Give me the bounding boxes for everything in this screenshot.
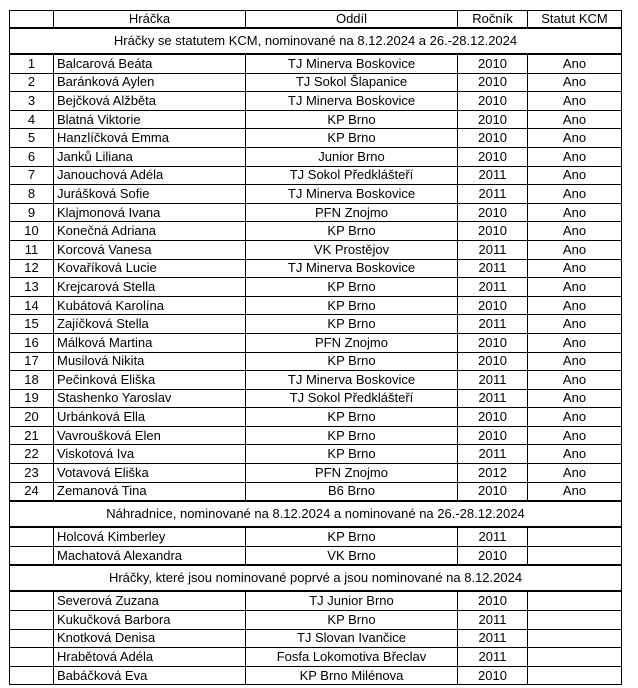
player-name: Stashenko Yaroslav <box>54 389 246 408</box>
birth-year: 2010 <box>458 73 528 92</box>
player-name: Kubátová Karolína <box>54 296 246 315</box>
header-status: Statut KCM <box>528 11 622 29</box>
table-row <box>10 73 622 92</box>
header-club: Oddíl <box>246 11 458 29</box>
row-number <box>10 527 54 546</box>
table-row <box>10 278 622 297</box>
player-name: Blatná Viktorie <box>54 110 246 129</box>
table-row <box>10 482 622 501</box>
birth-year: 2010 <box>458 666 528 685</box>
birth-year: 2010 <box>458 333 528 352</box>
table-row <box>10 648 622 667</box>
kcm-status: Ano <box>528 54 622 73</box>
birth-year: 2010 <box>458 203 528 222</box>
player-name: Knotková Denisa <box>54 629 246 648</box>
birth-year: 2011 <box>458 445 528 464</box>
row-number: 2 <box>10 73 54 92</box>
player-name: Babáčková Eva <box>54 666 246 685</box>
player-name: Korcová Vanesa <box>54 240 246 259</box>
kcm-status: Ano <box>528 110 622 129</box>
player-name: Holcová Kimberley <box>54 527 246 546</box>
club-name: TJ Slovan Ivančice <box>246 629 458 648</box>
table-row <box>10 546 622 565</box>
row-number: 1 <box>10 54 54 73</box>
table-row <box>10 166 622 185</box>
player-name: Vavroušková Elen <box>54 426 246 445</box>
club-name: PFN Znojmo <box>246 203 458 222</box>
kcm-status: Ano <box>528 185 622 204</box>
birth-year: 2010 <box>458 408 528 427</box>
birth-year: 2010 <box>458 92 528 111</box>
player-name: Klajmonová Ivana <box>54 203 246 222</box>
player-name: Jurášková Sofie <box>54 185 246 204</box>
birth-year: 2011 <box>458 166 528 185</box>
table-row <box>10 629 622 648</box>
kcm-status: Ano <box>528 426 622 445</box>
player-name: Urbánková Ella <box>54 408 246 427</box>
birth-year: 2011 <box>458 611 528 630</box>
table-row <box>10 92 622 111</box>
table-body <box>10 11 622 685</box>
row-number: 16 <box>10 333 54 352</box>
player-name: Konečná Adriana <box>54 222 246 241</box>
kcm-status: Ano <box>528 222 622 241</box>
player-name: Janouchová Adéla <box>54 166 246 185</box>
row-number: 6 <box>10 147 54 166</box>
player-name: Hanzlíčková Emma <box>54 129 246 148</box>
club-name: VK Prostějov <box>246 240 458 259</box>
player-name: Krejcarová Stella <box>54 278 246 297</box>
table-row <box>10 222 622 241</box>
row-number: 9 <box>10 203 54 222</box>
player-name: Viskotová Iva <box>54 445 246 464</box>
player-name: Kovaříková Lucie <box>54 259 246 278</box>
birth-year: 2010 <box>458 591 528 610</box>
kcm-status: Ano <box>528 464 622 483</box>
birth-year: 2011 <box>458 629 528 648</box>
club-name: TJ Sokol Předklášteří <box>246 389 458 408</box>
row-number: 21 <box>10 426 54 445</box>
row-number: 12 <box>10 259 54 278</box>
row-number: 13 <box>10 278 54 297</box>
club-name: KP Brno <box>246 110 458 129</box>
section-title: Náhradnice, nominované na 8.12.2024 a nominované na 26.-28.12.2024 <box>10 501 622 527</box>
table-row <box>10 426 622 445</box>
row-number: 4 <box>10 110 54 129</box>
kcm-status: Ano <box>528 129 622 148</box>
birth-year: 2011 <box>458 315 528 334</box>
club-name: KP Brno <box>246 129 458 148</box>
club-name: TJ Sokol Předklášteří <box>246 166 458 185</box>
kcm-status: Ano <box>528 166 622 185</box>
row-number <box>10 648 54 667</box>
club-name: KP Brno <box>246 445 458 464</box>
section-title: Hráčky se statutem KCM, nominované na 8.12.2024 a 26.-28.12.2024 <box>10 28 622 54</box>
row-number <box>10 629 54 648</box>
club-name: TJ Sokol Šlapanice <box>246 73 458 92</box>
row-number: 15 <box>10 315 54 334</box>
row-number: 7 <box>10 166 54 185</box>
birth-year: 2010 <box>458 482 528 501</box>
section-title: Hráčky, které jsou nominované poprvé a jsou nominované na 8.12.2024 <box>10 565 622 591</box>
kcm-status: Ano <box>528 371 622 390</box>
table-row <box>10 185 622 204</box>
nomination-table <box>9 10 622 685</box>
header-year: Ročník <box>458 11 528 29</box>
row-number: 8 <box>10 185 54 204</box>
player-name: Málková Martina <box>54 333 246 352</box>
club-name: PFN Znojmo <box>246 333 458 352</box>
club-name: PFN Znojmo <box>246 464 458 483</box>
birth-year: 2011 <box>458 527 528 546</box>
birth-year: 2010 <box>458 296 528 315</box>
birth-year: 2010 <box>458 110 528 129</box>
kcm-status <box>528 611 622 630</box>
birth-year: 2010 <box>458 222 528 241</box>
kcm-status: Ano <box>528 240 622 259</box>
birth-year: 2012 <box>458 464 528 483</box>
birth-year: 2011 <box>458 371 528 390</box>
table-row <box>10 611 622 630</box>
table-row <box>10 352 622 371</box>
player-name: Kukučková Barbora <box>54 611 246 630</box>
kcm-status: Ano <box>528 259 622 278</box>
row-number: 14 <box>10 296 54 315</box>
kcm-status: Ano <box>528 92 622 111</box>
kcm-status <box>528 591 622 610</box>
player-name: Baránková Aylen <box>54 73 246 92</box>
player-name: Machatová Alexandra <box>54 546 246 565</box>
row-number <box>10 611 54 630</box>
kcm-status <box>528 527 622 546</box>
birth-year: 2011 <box>458 259 528 278</box>
club-name: VK Brno <box>246 546 458 565</box>
row-number: 17 <box>10 352 54 371</box>
kcm-status: Ano <box>528 408 622 427</box>
row-number: 22 <box>10 445 54 464</box>
kcm-status: Ano <box>528 147 622 166</box>
club-name: Fosfa Lokomotiva Břeclav <box>246 648 458 667</box>
player-name: Musilová Nikita <box>54 352 246 371</box>
table-row <box>10 147 622 166</box>
section-header <box>10 28 622 54</box>
birth-year: 2010 <box>458 129 528 148</box>
row-number: 19 <box>10 389 54 408</box>
birth-year: 2010 <box>458 147 528 166</box>
kcm-status: Ano <box>528 389 622 408</box>
table-row <box>10 54 622 73</box>
kcm-status: Ano <box>528 482 622 501</box>
table-row <box>10 408 622 427</box>
club-name: KP Brno <box>246 611 458 630</box>
kcm-status <box>528 648 622 667</box>
table-row <box>10 315 622 334</box>
table-row <box>10 464 622 483</box>
kcm-status: Ano <box>528 445 622 464</box>
club-name: KP Brno <box>246 222 458 241</box>
player-name: Balcarová Beáta <box>54 54 246 73</box>
kcm-status: Ano <box>528 352 622 371</box>
birth-year: 2010 <box>458 546 528 565</box>
kcm-status: Ano <box>528 315 622 334</box>
club-name: TJ Minerva Boskovice <box>246 54 458 73</box>
birth-year: 2010 <box>458 352 528 371</box>
kcm-status: Ano <box>528 278 622 297</box>
club-name: TJ Minerva Boskovice <box>246 371 458 390</box>
club-name: KP Brno <box>246 278 458 297</box>
section-header <box>10 565 622 591</box>
club-name: TJ Minerva Boskovice <box>246 185 458 204</box>
kcm-status: Ano <box>528 333 622 352</box>
table-row <box>10 389 622 408</box>
table-row <box>10 129 622 148</box>
club-name: KP Brno <box>246 296 458 315</box>
row-number: 20 <box>10 408 54 427</box>
club-name: TJ Minerva Boskovice <box>246 92 458 111</box>
table-row <box>10 110 622 129</box>
club-name: KP Brno <box>246 426 458 445</box>
table-row <box>10 527 622 546</box>
table-row <box>10 591 622 610</box>
table-row <box>10 259 622 278</box>
birth-year: 2010 <box>458 426 528 445</box>
row-number: 3 <box>10 92 54 111</box>
birth-year: 2011 <box>458 185 528 204</box>
row-number <box>10 666 54 685</box>
row-number: 23 <box>10 464 54 483</box>
table-row <box>10 445 622 464</box>
player-name: Votavová Eliška <box>54 464 246 483</box>
header-row <box>10 11 622 29</box>
birth-year: 2011 <box>458 648 528 667</box>
club-name: TJ Minerva Boskovice <box>246 259 458 278</box>
club-name: Junior Brno <box>246 147 458 166</box>
kcm-status: Ano <box>528 203 622 222</box>
table-row <box>10 333 622 352</box>
birth-year: 2010 <box>458 54 528 73</box>
table-row <box>10 203 622 222</box>
kcm-status <box>528 666 622 685</box>
club-name: KP Brno <box>246 408 458 427</box>
birth-year: 2011 <box>458 389 528 408</box>
table-row <box>10 296 622 315</box>
club-name: B6 Brno <box>246 482 458 501</box>
kcm-status: Ano <box>528 73 622 92</box>
player-name: Pečinková Eliška <box>54 371 246 390</box>
section-header <box>10 501 622 527</box>
kcm-status <box>528 546 622 565</box>
player-name: Zemanová Tina <box>54 482 246 501</box>
player-name: Bejčková Alžběta <box>54 92 246 111</box>
player-name: Severová Zuzana <box>54 591 246 610</box>
row-number: 5 <box>10 129 54 148</box>
club-name: KP Brno <box>246 315 458 334</box>
row-number <box>10 591 54 610</box>
club-name: KP Brno <box>246 352 458 371</box>
header-player: Hráčka <box>54 11 246 29</box>
row-number: 24 <box>10 482 54 501</box>
header-number <box>10 11 54 29</box>
club-name: KP Brno <box>246 527 458 546</box>
club-name: KP Brno Milénova <box>246 666 458 685</box>
kcm-status <box>528 629 622 648</box>
row-number: 11 <box>10 240 54 259</box>
table-row <box>10 371 622 390</box>
player-name: Hrabětová Adéla <box>54 648 246 667</box>
row-number: 18 <box>10 371 54 390</box>
kcm-status: Ano <box>528 296 622 315</box>
table-row <box>10 240 622 259</box>
player-name: Janků Liliana <box>54 147 246 166</box>
row-number: 10 <box>10 222 54 241</box>
birth-year: 2011 <box>458 240 528 259</box>
birth-year: 2011 <box>458 278 528 297</box>
row-number <box>10 546 54 565</box>
player-name: Zajíčková Stella <box>54 315 246 334</box>
table-row <box>10 666 622 685</box>
club-name: TJ Junior Brno <box>246 591 458 610</box>
